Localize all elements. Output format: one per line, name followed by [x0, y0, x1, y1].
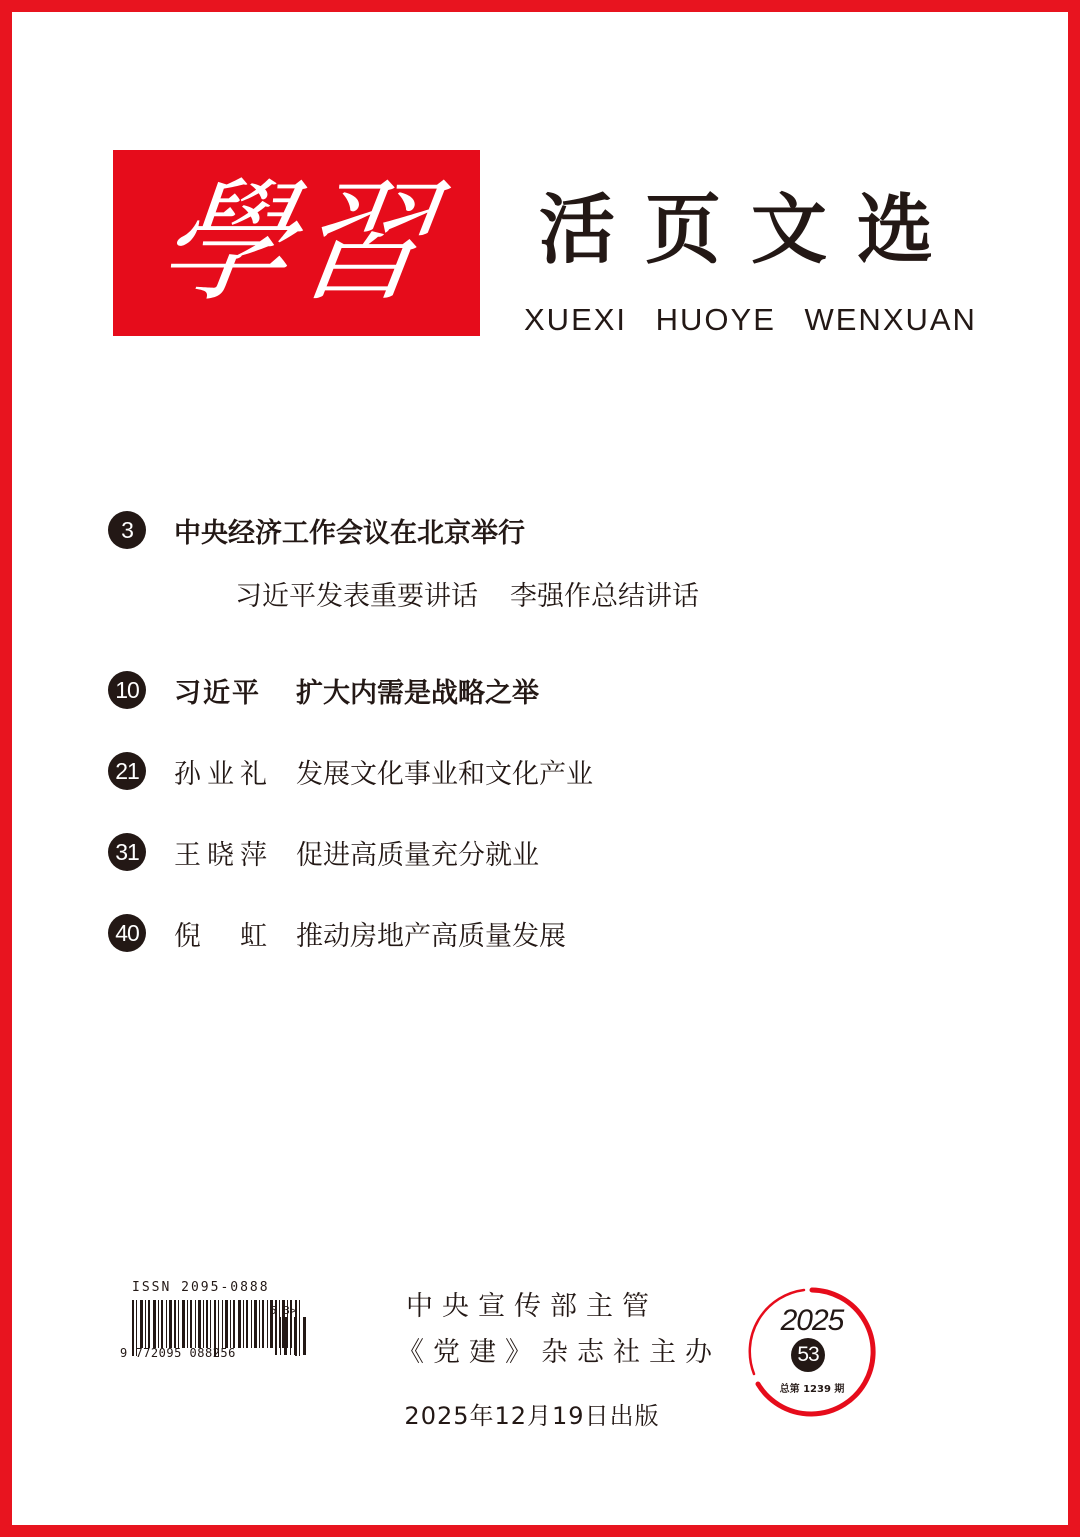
- toc-lead-item: [108, 507, 1008, 667]
- toc-lead-subtitle: [235, 570, 699, 616]
- toc-entry: [174, 829, 539, 875]
- supervisor-line: 中央宣传部主管: [406, 1291, 658, 1322]
- toc-author: 孙业礼: [174, 758, 273, 790]
- toc-entry: [174, 910, 566, 956]
- barcode-number: 9 772095 088256: [120, 1346, 236, 1360]
- page-number-badge: 10: [108, 671, 146, 709]
- toc-item: [108, 748, 1008, 829]
- masthead-logo: [113, 150, 480, 336]
- page-number-badge: 31: [108, 833, 146, 871]
- issn-label: ISSN 2095-0888: [132, 1280, 270, 1295]
- series-pinyin: XUEXI HUOYE WENXUAN: [524, 302, 977, 337]
- magazine-cover: [12, 12, 1068, 1525]
- logo-calligraphy: 學習: [149, 166, 444, 320]
- addon-number: 5 3>: [270, 1304, 297, 1317]
- toc-title: 发展文化事业和文化产业: [296, 758, 593, 790]
- table-of-contents: [108, 507, 1008, 991]
- toc-author: 王晓萍: [174, 839, 273, 871]
- toc-entry: [174, 748, 593, 794]
- toc-title: 促进高质量充分就业: [296, 839, 539, 871]
- page-number-badge: 40: [108, 914, 146, 952]
- sponsor-line: 《党建》杂志社主办: [397, 1337, 721, 1368]
- toc-item: [108, 829, 1008, 910]
- toc-lead-subtitle-b: 李强作总结讲话: [510, 580, 699, 612]
- issue-badge: [744, 1284, 880, 1420]
- toc-item: [108, 667, 1008, 748]
- page-number-badge: 3: [108, 511, 146, 549]
- page-number-badge: 21: [108, 752, 146, 790]
- addon-barcode-icon: [274, 1317, 310, 1355]
- series-title: 活页文选: [539, 185, 963, 274]
- toc-entry: [174, 667, 539, 713]
- toc-lead-subtitle-a: 习近平发表重要讲话: [235, 580, 478, 612]
- toc-author: 习近平: [174, 677, 261, 709]
- toc-title: 推动房地产高质量发展: [296, 920, 566, 952]
- issue-number: 53: [791, 1338, 825, 1372]
- issue-year: 2025: [780, 1304, 844, 1337]
- toc-title: 扩大内需是战略之举: [296, 677, 539, 709]
- publisher-info: [397, 1284, 721, 1431]
- issue-total: 总第 1239 期: [779, 1384, 845, 1395]
- toc-lead-title: 中央经济工作会议在北京举行: [174, 517, 525, 549]
- publication-date: 2025年12月19日出版: [404, 1402, 660, 1430]
- toc-author: 倪 虹: [174, 920, 273, 952]
- toc-item: [108, 910, 1008, 991]
